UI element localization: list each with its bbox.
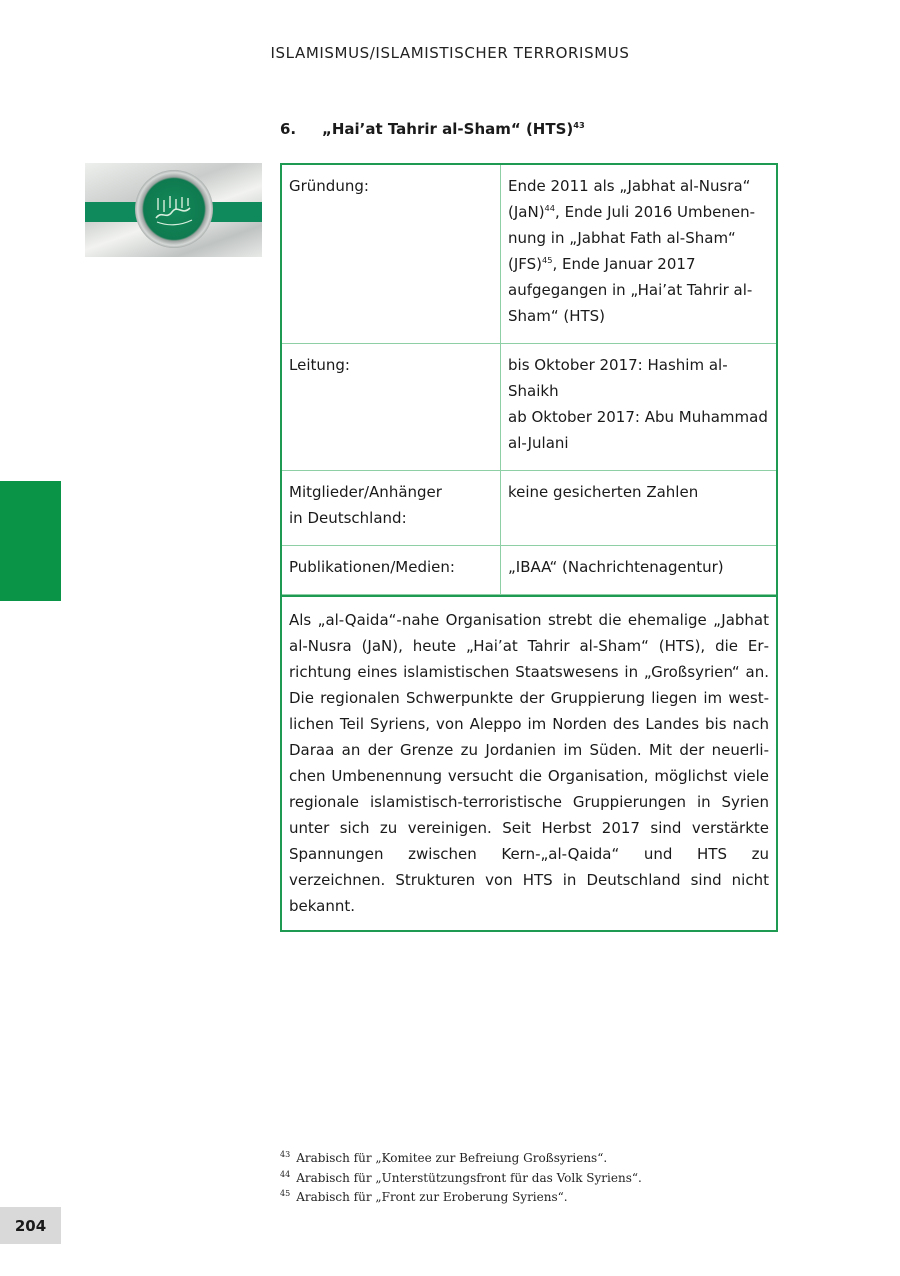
- profile-row-gruendung: [282, 165, 776, 344]
- section-heading: [280, 120, 585, 138]
- footnote-text: Arabisch für „Front zur Eroberung Syriens“.: [296, 1190, 568, 1204]
- footnote-43: [280, 1149, 642, 1169]
- organization-description: Als „al-Qaida“-nahe Organisation strebt die ehemalige „Jabhat al-Nusra (JaN), heute „Hai’at Tahrir al-Sham“ (HTS), die Errichtung eines islamistischen Staatswesens in „Großsyrien“ an. Die regionalen Schwerpunkte der Gruppierung liegen im westlichen Teil Syriens, von Aleppo im Norden des Landes bis nach Daraa an der Grenze zu Jordanien im Süden. Mit der neuerlichen Umbenennung versucht die Organisation, möglichst viele regionale islamistisch-terroristische Gruppierungen in Syrien unter sich zu vereinigen. Seit Herbst 2017 sind verstärkte Spannungen zwischen Kern-„al-Qaida“ und HTS zu verzeichnen. Strukturen von HTS in Deutschland sind nicht bekannt.: [282, 595, 776, 930]
- footnote-text: Arabisch für „Unterstützungsfront für das Volk Syriens“.: [296, 1170, 642, 1185]
- mitglieder-label-line-1: Mitglieder/Anhänger: [289, 483, 442, 501]
- page-number: 204: [0, 1207, 61, 1244]
- profile-table: [282, 165, 776, 595]
- flag-script-icon: [152, 190, 196, 228]
- footnotes: [280, 1149, 642, 1208]
- footnote-number: 45: [280, 1189, 291, 1198]
- section-number: 6.: [280, 120, 297, 138]
- profile-row-leitung: [282, 344, 776, 471]
- footnote-number: 44: [280, 1169, 291, 1179]
- gruendung-text-3: , Ende Januar 2017 aufgegangen in „Hai’at Tahrir al-Sham“ (HTS): [508, 255, 753, 325]
- profile-row-mitglieder: [282, 471, 776, 546]
- hts-flag-image: [85, 163, 262, 257]
- mitglieder-label: [282, 471, 501, 546]
- footnote-ref-45: 45: [542, 255, 553, 265]
- mitglieder-value: keine gesicherten Zahlen: [501, 471, 777, 546]
- chapter-side-tab: [0, 481, 61, 601]
- section-title: „Hai’at Tahrir al-Sham“ (HTS): [322, 120, 574, 138]
- section-footnote-ref: 43: [573, 120, 585, 130]
- running-head: ISLAMISMUS/ISLAMISTISCHER TERRORISMUS: [270, 44, 630, 62]
- gruendung-value: [501, 165, 777, 344]
- leitung-line-1: bis Oktober 2017: Hashim al-Shaikh: [508, 356, 728, 400]
- profile-row-publikationen: [282, 546, 776, 595]
- footnote-45: [280, 1188, 642, 1208]
- organization-profile-box: [280, 163, 778, 932]
- mitglieder-label-line-2: in Deutschland:: [289, 509, 407, 527]
- gruendung-label: Gründung:: [282, 165, 501, 344]
- footnote-text: Arabisch für „Komitee zur Befreiung Großsyriens“.: [296, 1151, 608, 1165]
- leitung-label: Leitung:: [282, 344, 501, 471]
- publikationen-label: Publikationen/Medien:: [282, 546, 501, 595]
- footnote-ref-44: 44: [544, 203, 556, 213]
- leitung-value: [501, 344, 777, 471]
- footnote-number: 43: [280, 1150, 291, 1159]
- gruendung-text-1: Ende 2011 als „Jabhat al-Nusra“ (JaN): [508, 177, 751, 221]
- footnote-44: [280, 1169, 642, 1189]
- publikationen-value: „IBAA“ (Nachrichtenagentur): [501, 546, 777, 595]
- leitung-line-2: ab Oktober 2017: Abu Muhammad al-Julani: [508, 408, 768, 452]
- gruendung-text-2: , Ende Juli 2016 Umbenennung in „Jabhat Fath al-Sham“ (JFS): [508, 203, 756, 273]
